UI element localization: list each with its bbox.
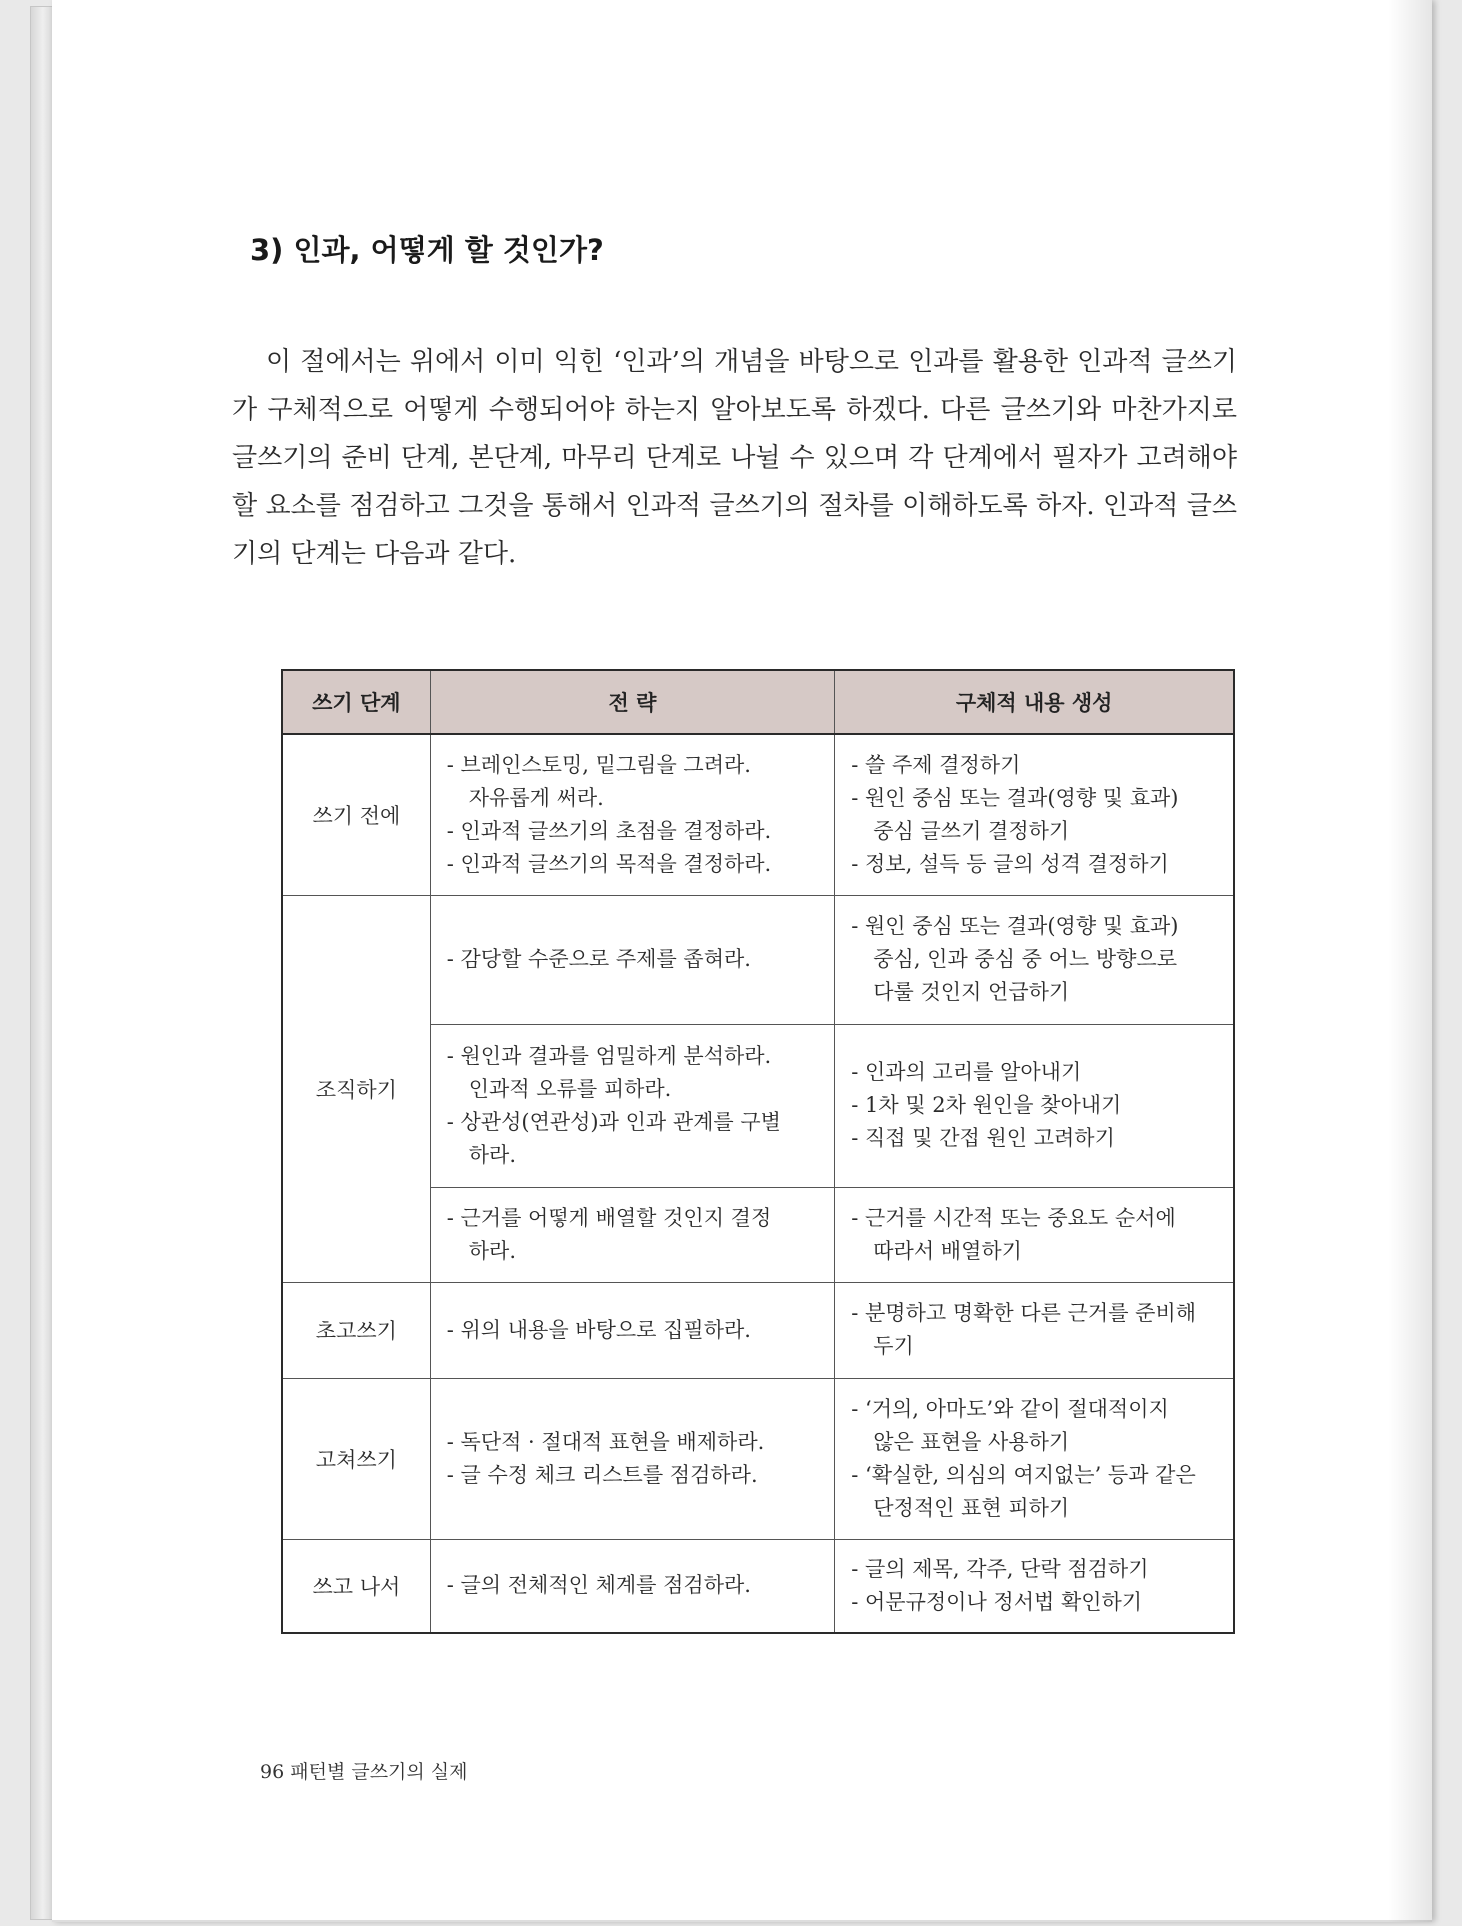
content-cell (835, 1024, 1234, 1187)
strategy-cell (430, 895, 835, 1024)
content-line: 단정적인 표현 피하기 (873, 1495, 1070, 1520)
book-title: 패턴별 글쓰기의 실제 (290, 1761, 468, 1783)
content-line: - 쓸 주제 결정하기 (851, 752, 1021, 777)
writing-steps-table (281, 669, 1235, 1634)
content-line: - 정보, 설득 등 글의 성격 결정하기 (851, 851, 1169, 876)
paragraph-line: 이 절에서는 위에서 이미 익힌 ‘인과’의 개념을 바탕으로 인과를 활용한 인과적 글쓰기 (266, 347, 1237, 377)
content-line: - 글의 제목, 각주, 단락 점검하기 (851, 1556, 1149, 1581)
strategy-line: 하라. (468, 1238, 516, 1263)
strategy-cell (430, 1539, 835, 1633)
strategy-line: - 독단적 · 절대적 표현을 배제하라. (446, 1429, 765, 1454)
page-fold-shadow (1388, 0, 1432, 1922)
content-line: - 근거를 시간적 또는 중요도 순서에 (851, 1205, 1176, 1230)
intro-paragraph (232, 338, 1237, 578)
stage-cell: 조직하기 (282, 895, 430, 1282)
strategy-cell (430, 1187, 835, 1282)
strategy-cell (430, 1378, 835, 1539)
content-cell (835, 1187, 1234, 1282)
table-row (282, 734, 1234, 895)
content-line: 따라서 배열하기 (873, 1238, 1022, 1263)
table-header-row (282, 670, 1234, 734)
paragraph-line: 가 구체적으로 어떻게 수행되어야 하는지 알아보도록 하겠다. 다른 글쓰기와 마찬가지로 (232, 395, 1237, 425)
stage-cell: 초고쓰기 (282, 1282, 430, 1378)
strategy-line: 인과적 오류를 피하라. (468, 1076, 672, 1101)
strategy-line: - 글 수정 체크 리스트를 점검하라. (446, 1462, 758, 1487)
table-row (282, 895, 1234, 1024)
paragraph-line: 기의 단계는 다음과 같다. (232, 539, 517, 569)
content-line: - 어문규정이나 정서법 확인하기 (851, 1589, 1143, 1614)
content-line: - ‘거의, 아마도’와 같이 절대적이지 (851, 1396, 1169, 1421)
paragraph-line: 글쓰기의 준비 단계, 본단계, 마무리 단계로 나뉠 수 있으며 각 단계에서 필자가 고려해야 (232, 443, 1237, 473)
content-line: 중심 글쓰기 결정하기 (873, 818, 1070, 843)
content-line: - 직접 및 간접 원인 고려하기 (851, 1126, 1115, 1150)
strategy-line: - 위의 내용을 바탕으로 집필하라. (446, 1317, 751, 1342)
stage-cell: 쓰기 전에 (282, 734, 430, 895)
stage-cell: 고쳐쓰기 (282, 1378, 430, 1539)
strategy-cell (430, 1024, 835, 1187)
content-line: - 1차 및 2차 원인을 찾아내기 (851, 1093, 1122, 1117)
content-line: - ‘확실한, 의심의 여지없는’ 등과 같은 (851, 1462, 1196, 1487)
content-cell (835, 1282, 1234, 1378)
section-heading: 3) 인과, 어떻게 할 것인가? (250, 233, 604, 267)
content-cell (835, 895, 1234, 1024)
content-line: - 분명하고 명확한 다른 근거를 준비해 (851, 1301, 1197, 1325)
strategy-line: 하라. (468, 1142, 516, 1167)
strategy-line: - 브레인스토밍, 밑그림을 그려라. (446, 752, 751, 777)
content-line: - 원인 중심 또는 결과(영향 및 효과) (851, 914, 1179, 938)
table-row (282, 1539, 1234, 1633)
strategy-cell (430, 1282, 835, 1378)
writing-steps-table-wrap (281, 669, 1235, 1632)
strategy-line: - 근거를 어떻게 배열할 것인지 결정 (446, 1205, 772, 1230)
content-line: - 인과의 고리를 알아내기 (851, 1060, 1082, 1084)
strategy-line: 자유롭게 써라. (468, 785, 604, 810)
content-line: 다룰 것인지 언급하기 (873, 980, 1070, 1004)
strategy-line: - 감당할 수준으로 주제를 좁혀라. (446, 947, 751, 971)
page-number: 96 (260, 1761, 285, 1783)
content-cell (835, 1539, 1234, 1633)
content-line: 두기 (873, 1334, 914, 1358)
strategy-line: - 상관성(연관성)과 인과 관계를 구별 (446, 1109, 781, 1134)
strategy-line: - 원인과 결과를 엄밀하게 분석하라. (446, 1043, 772, 1068)
page-footer (260, 1757, 468, 1784)
content-line: 중심, 인과 중심 중 어느 방향으로 (873, 947, 1178, 971)
header-strategy: 전 략 (430, 670, 835, 734)
strategy-line: - 인과적 글쓰기의 초점을 결정하라. (446, 818, 772, 843)
paragraph-line: 할 요소를 점검하고 그것을 통해서 인과적 글쓰기의 절차를 이해하도록 하자. 인과적 글쓰 (232, 491, 1237, 521)
table-row (282, 1282, 1234, 1378)
content-cell (835, 734, 1234, 895)
header-stage: 쓰기 단계 (282, 670, 430, 734)
content-line: - 원인 중심 또는 결과(영향 및 효과) (851, 785, 1179, 810)
stage-cell: 쓰고 나서 (282, 1539, 430, 1633)
table-row (282, 1378, 1234, 1539)
strategy-line: - 글의 전체적인 체계를 점검하라. (446, 1573, 751, 1598)
header-content: 구체적 내용 생성 (835, 670, 1234, 734)
content-line: 않은 표현을 사용하기 (873, 1429, 1070, 1454)
strategy-line: - 인과적 글쓰기의 목적을 결정하라. (446, 851, 772, 876)
content-cell (835, 1378, 1234, 1539)
strategy-cell (430, 734, 835, 895)
